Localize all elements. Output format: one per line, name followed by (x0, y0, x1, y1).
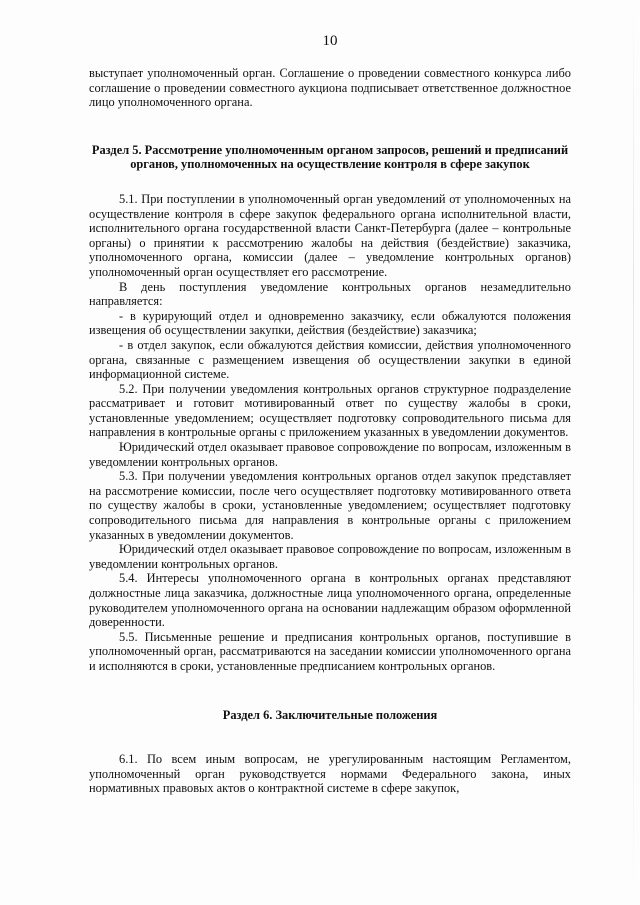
page-number: 10 (322, 33, 338, 49)
paragraph-5-4: 5.4. Интересы уполномоченного органа в контрольных органах представляют должностные лица заказчика, должностные лица уполномоченного органа, определенные руководителем уполномоченного органа на основании надлежащим образом оформленной доверенности. (89, 571, 571, 630)
paragraph-notification-routing: В день поступления уведомление контрольных органов незамедлительно направляется: (89, 279, 571, 309)
paragraph-5-5: 5.5. Письменные решение и предписания контрольных органов, поступившие в уполномоченный орган, рассматриваются на заседании комиссии уполномоченного органа и исполняются в сроки, установленные предписанием контрольных органов. (89, 629, 571, 673)
paragraph-6-1: 6.1. По всем иным вопросам, не урегулированным настоящим Регламентом, уполномоченный орган руководствуется нормами Федерального закона, иных нормативных правовых актов о контрактной системе в сфере закупок, (89, 752, 571, 796)
paragraph-5-2: 5.2. При получении уведомления контрольных органов структурное подразделение рассматривает и готовит мотивированный ответ по существу жалобы в сроки, установленные уведомлением; осуществляет подготовку сопроводительного письма для направления в контрольные органы с приложением указанных в уведомлении документов. (89, 381, 571, 440)
intro-paragraph: выступает уполномоченный орган. Соглашение о проведении совместного конкурса либо соглашение о проведении совместного аукциона подписывает ответственное должностное лицо уполномоченного органа. (89, 66, 571, 110)
paragraph-legal-support-1: Юридический отдел оказывает правовое сопровождение по вопросам, изложенным в уведомлении контрольных органов. (89, 440, 571, 469)
list-item-procurement-department: - в отдел закупок, если обжалуются действия комиссии, действия уполномоченного органа, связанные с размещением извещения об осуществлении закупки в единой информационной системе. (89, 337, 571, 382)
section-5-heading: Раздел 5. Рассмотрение уполномоченным органом запросов, решений и предписаний органов, уполномоченных на осуществление контроля в сфере закупок (91, 142, 569, 172)
scan-edge (633, 0, 634, 905)
section-6-heading: Раздел 6. Заключительные положения (222, 707, 438, 722)
list-item-curating-department: - в курирующий отдел и одновременно заказчику, если обжалуются положения извещения об осуществлении закупки, действия (бездействие) заказчика; (89, 308, 571, 338)
paragraph-5-3: 5.3. При получении уведомления контрольных органов отдел закупок представляет на рассмотрение комиссии, после чего осуществляет подготовку мотивированного ответа по существу жалобы в сроки, установленные уведомлением; осуществляет подготовку сопроводительного письма для направления в контрольные органы с приложением указанных в уведомлении документов. (89, 469, 571, 542)
paragraph-legal-support-2: Юридический отдел оказывает правовое сопровождение по вопросам, изложенным в уведомлении контрольных органов. (89, 542, 571, 571)
paragraph-5-1: 5.1. При поступлении в уполномоченный орган уведомлений от уполномоченных на осуществление контроля в сфере закупок федерального органа исполнительной власти, исполнительного органа государственной власти Санкт-Петербурга (далее – контрольные органы) о принятии к рассмотрению жалобы на действия (бездействие) заказчика, уполномоченного органа, комиссии (далее – уведомление контрольных органов) уполномоченный орган осуществляет его рассмотрение. (89, 191, 571, 279)
document-body (89, 66, 571, 796)
